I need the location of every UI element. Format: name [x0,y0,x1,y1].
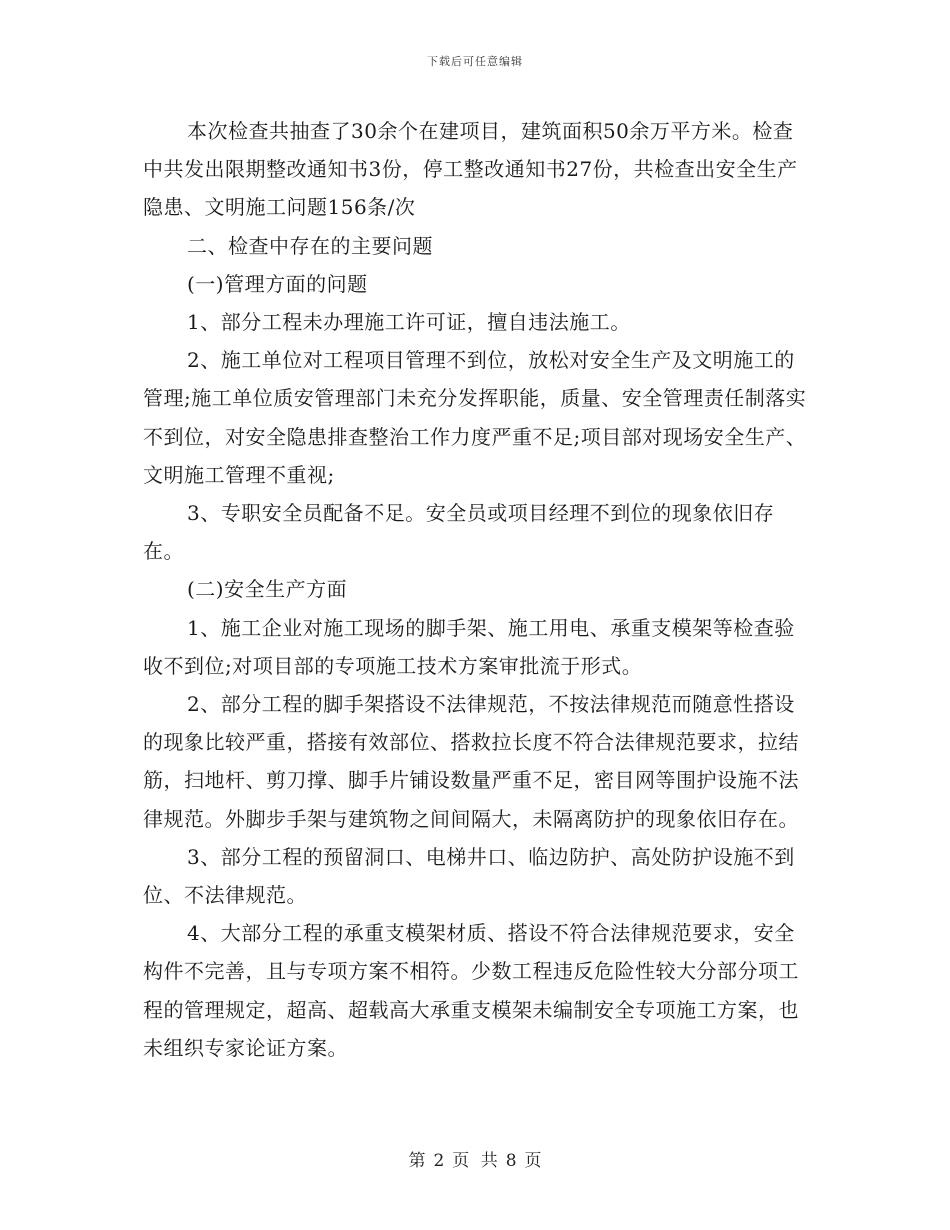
footer-suffix: 页 [524,1151,542,1171]
paragraph-management-1: 1、部分工程未办理施工许可证，擅自违法施工。 [187,310,631,335]
footer-mid: 页 共 [452,1151,498,1171]
page-footer [0,1146,950,1171]
page-number: 2 [433,1151,445,1171]
page-header: 下载后可任意编辑 [427,55,523,68]
paragraph-safety-1: 1、施工企业对施工现场的脚手架、施工用电、承重支模架等检查验收不到位;对项目部的专项施工技术方案审批流于形式。 [143,615,795,678]
document-body [143,112,811,1067]
subsection-heading-safety: (二)安全生产方面 [187,577,348,602]
paragraph-management-2: 2、施工单位对工程项目管理不到位，放松对安全生产及文明施工的管理;施工单位质安管理部门未充分发挥职能，质量、安全管理责任制落实不到位，对安全隐患排查整治工作力度严重不足;项目部对现场安全生产、文明施工管理不重视; [143,348,807,487]
paragraph-safety-3: 3、部分工程的预留洞口、电梯井口、临边防护、高处防护设施不到位、不法律规范。 [143,844,795,908]
subsection-heading-management: (一)管理方面的问题 [187,271,368,296]
section-heading-main-problems: 二、检查中存在的主要问题 [187,233,433,258]
paragraph-management-3: 3、专职安全员配备不足。安全员或项目经理不到位的现象依旧存在。 [143,501,775,564]
paragraph-safety-2: 2、部分工程的脚手架搭设不法律规范，不按法律规范而随意性搭设的现象比较严重，搭接有效部位、搭救拉长度不符合法律规范要求，拉结筋，扫地杆、剪刀撑、脚手片铺设数量严重不足，密目网等围护设施不法律规范。外脚步手架与建筑物之间间隔大，未隔离防护的现象依旧存在。 [143,692,799,831]
total-pages: 8 [505,1151,517,1171]
footer-prefix: 第 [408,1151,426,1171]
paragraph-inspection-summary: 本次检查共抽查了30余个在建项目，建筑面积50余万平方米。检查中共发出限期整改通知书3份，停工整改通知书27份，共检查出安全生产隐患、文明施工问题156条/次 [143,119,798,220]
paragraph-safety-4: 4、大部分工程的承重支模架材质、搭设不符合法律规范要求，安全构件不完善，且与专项方案不相符。少数工程违反危险性较大分部分项工程的管理规定，超高、超载高大承重支模架未编制安全专项施工方案，也未组织专家论证方案。 [143,921,799,1060]
